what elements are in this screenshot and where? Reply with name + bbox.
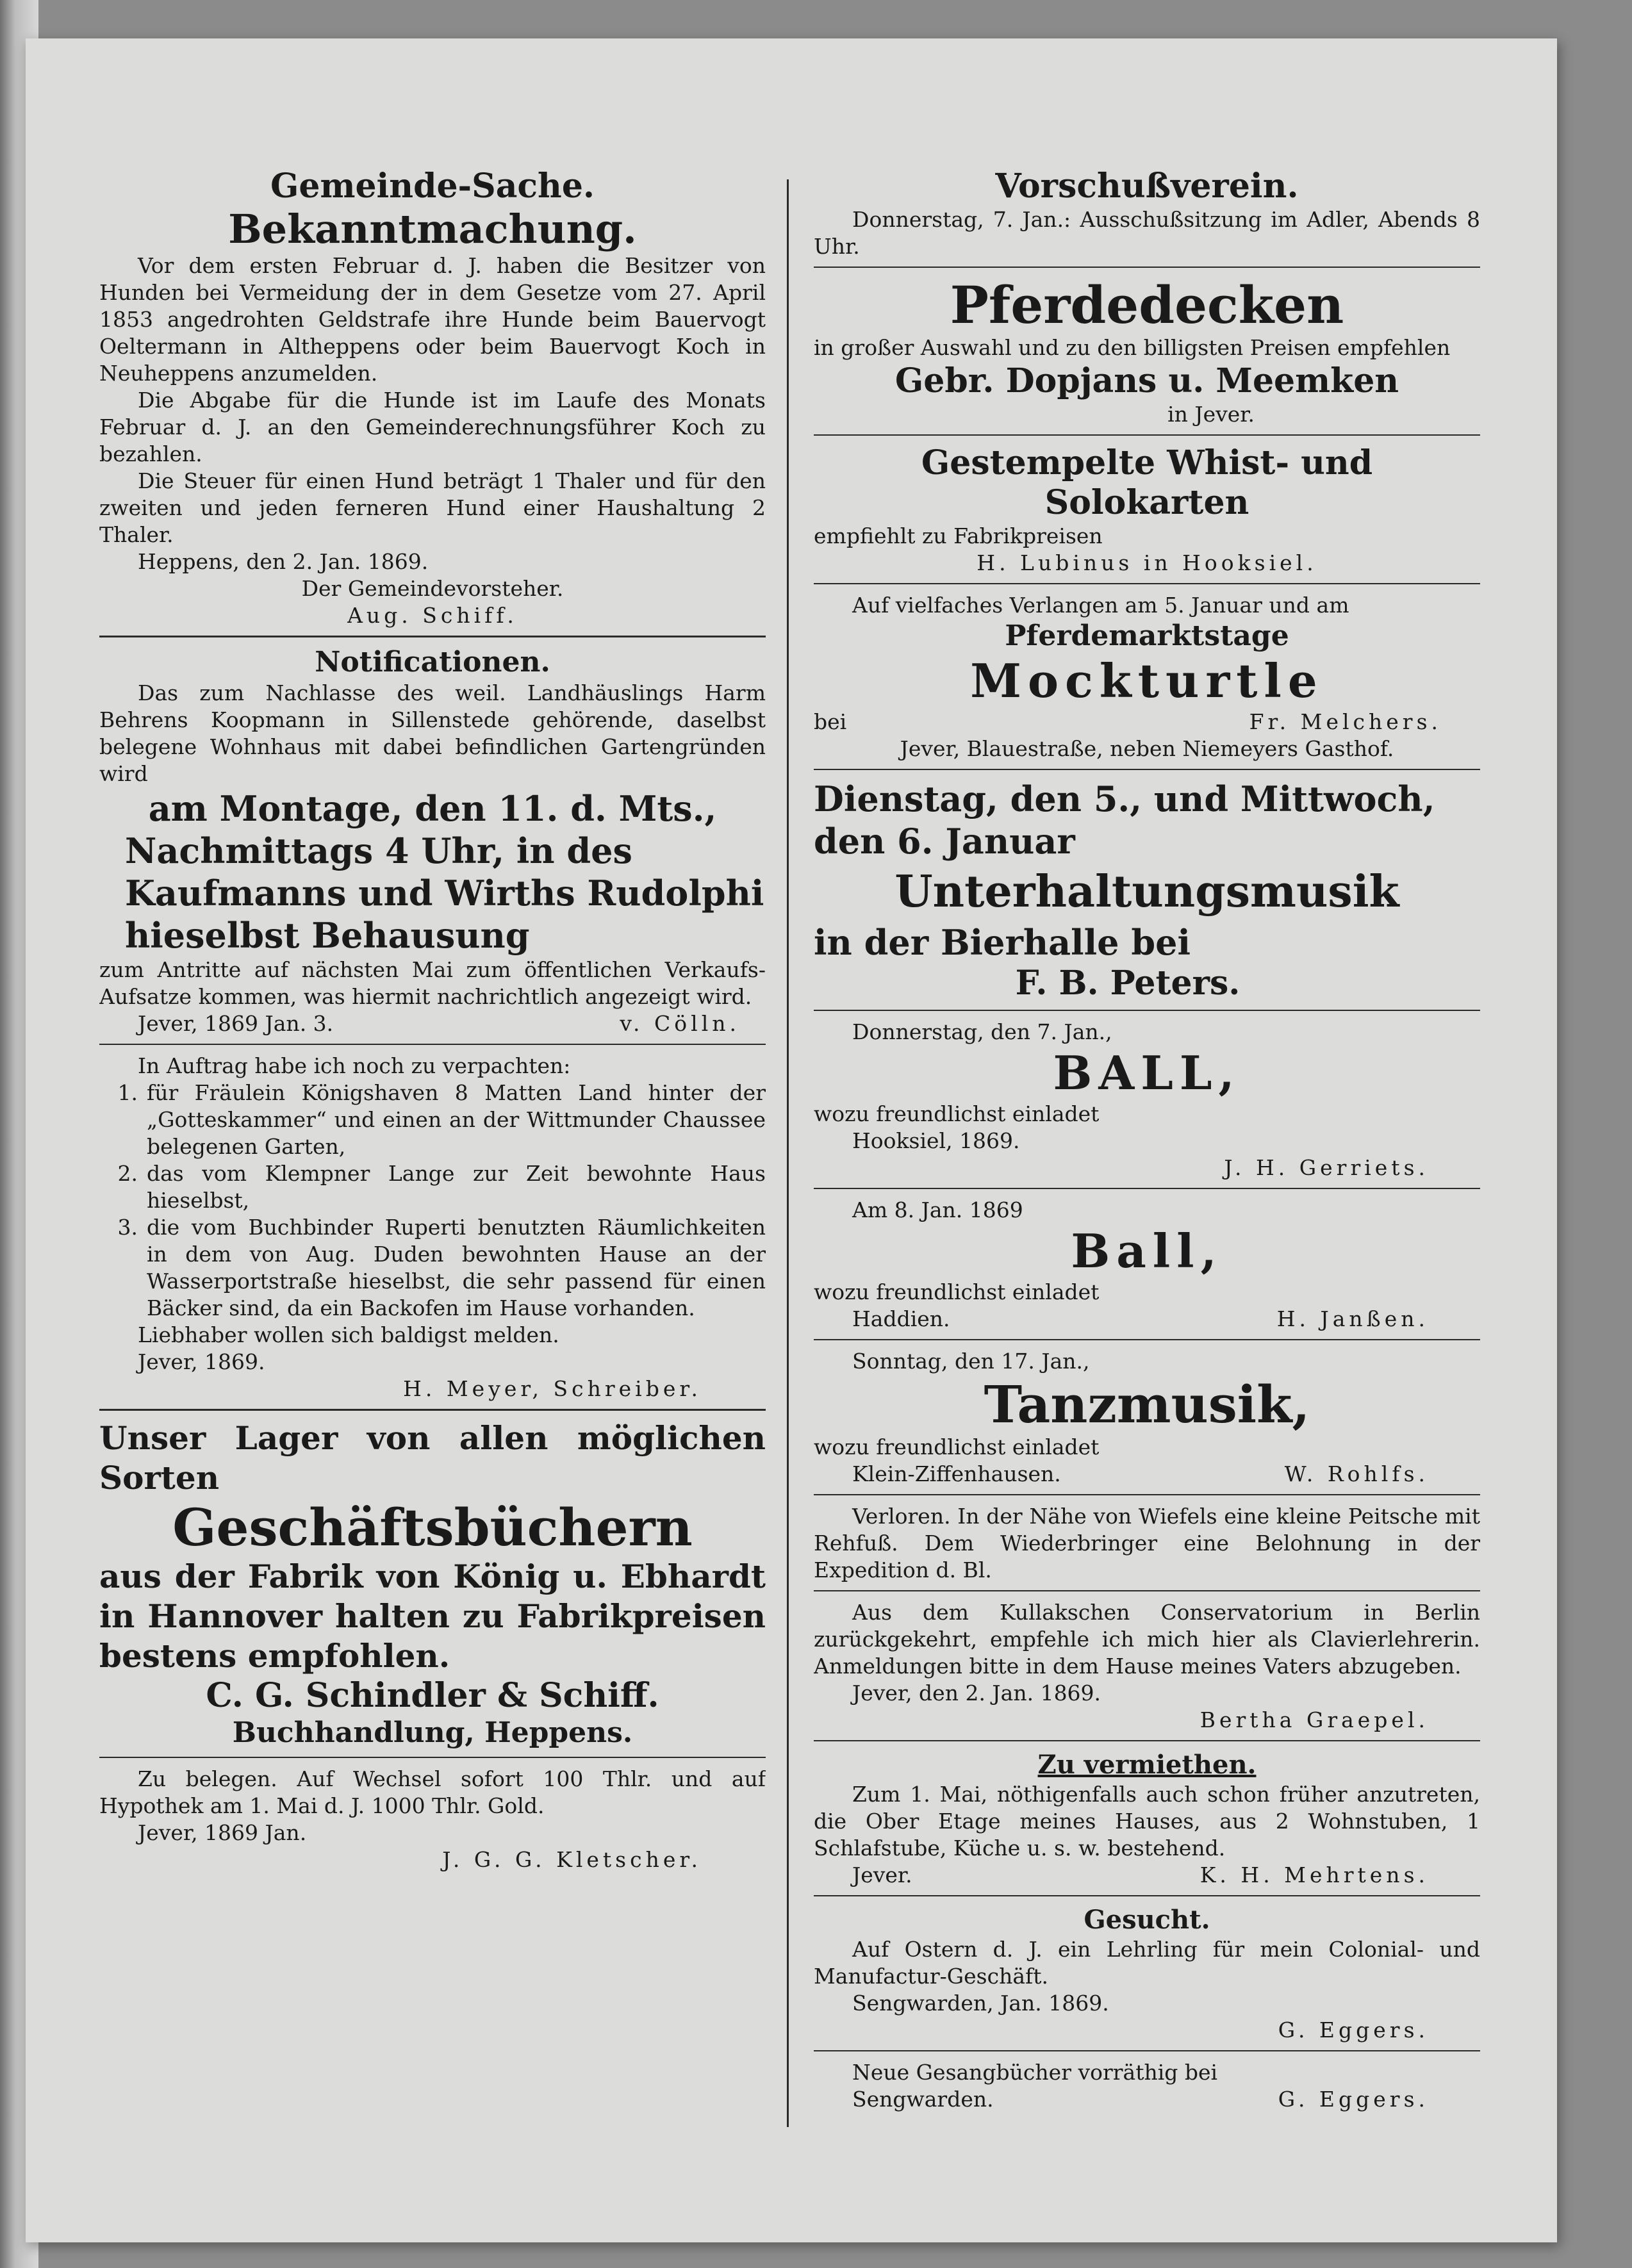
notice-paragraph: Zum 1. Mai, nöthigenfalls auch schon früher anzutreten, die Ober Etage meines Hauses, aus 2 Wohnstuben, 1 Schlafstube, Küche u. s. w. bestehend.	[814, 1782, 1480, 1861]
hymnbook-ad	[814, 2059, 1480, 2113]
ad-place: Sengwarden.	[852, 2087, 994, 2112]
ad-invite: wozu freundlichst einladet	[814, 1279, 1100, 1304]
ad-paragraph: Neue Gesangbücher vorräthig bei	[852, 2060, 1218, 2085]
ad-footer	[814, 1128, 1480, 1155]
divider-rule	[814, 1494, 1480, 1495]
list-text: die vom Buchbinder Ruperti benutzten Räumlichkeiten in dem von Aug. Duden bewohnten Hause an der Wasserportstraße hieselbst, die sehr passend für einen Bäcker sind, da ein Backofen im Hause vorhanden.	[147, 1215, 766, 1320]
notice-footer	[99, 1010, 766, 1037]
ad-invite: wozu freundlichst einladet	[814, 1101, 1100, 1126]
ad-date: Am 8. Jan. 1869	[852, 1197, 1023, 1222]
ad-place: Hooksiel, 1869.	[852, 1128, 1020, 1153]
ad-headline: BALL,	[1053, 1046, 1241, 1100]
ad-headline: Mockturtle	[970, 653, 1324, 708]
ad-paragraph: in großer Auswahl und zu den billigsten Preisen empfehlen	[814, 335, 1451, 360]
ad-signer: J. H. Gerriets.	[1224, 1155, 1429, 1180]
ad-signer: H. Lubinus in Hooksiel.	[977, 550, 1317, 575]
ad-signer: Fr. Melchers.	[1249, 709, 1442, 734]
ad-headline: Pferdedecken	[950, 275, 1344, 335]
divider-rule	[99, 1757, 766, 1758]
notification-notice	[99, 645, 766, 1037]
list-number: 1.	[117, 1080, 138, 1105]
ad-footer	[814, 1461, 1480, 1488]
ball-ad-2	[814, 1197, 1480, 1333]
notice-signer: J. G. G. Kletscher.	[442, 1847, 702, 1872]
notice-place: Jever.	[852, 1862, 912, 1887]
piano-teacher-ad	[814, 1599, 1480, 1734]
divider-rule	[814, 1590, 1480, 1591]
notice-paragraph: zum Antritte auf nächsten Mai zum öffentlichen Verkaufs-Aufsatze kommen, was hiermit nachrichtlich angezeigt wird.	[99, 957, 766, 1009]
ad-headline: Geschäftsbüchern	[172, 1497, 693, 1557]
notice-title: Zu vermiethen.	[1037, 1750, 1257, 1780]
notice-date: Jever, 1869.	[138, 1349, 265, 1374]
ad-headline: Unterhaltungsmusik	[894, 866, 1399, 917]
notice-subtitle: Bekanntmachung.	[228, 206, 637, 252]
notice-paragraph: Verloren. In der Nähe von Wiefels eine kleine Peitsche mit Rehfuß. Dem Wiederbringer eine Belohnung in der Expedition d. Bl.	[814, 1504, 1480, 1582]
ad-place: Haddien.	[852, 1306, 950, 1331]
dance-ad	[814, 1348, 1480, 1488]
ad-signer: Bertha Graepel.	[1199, 1707, 1429, 1732]
lease-notice	[99, 1053, 766, 1402]
ad-signer: G. Eggers.	[1278, 2087, 1429, 2112]
notice-signer: G. Eggers.	[1278, 2017, 1429, 2042]
ad-line: den 6. Januar	[814, 821, 1075, 862]
firm-place: in Jever.	[1167, 402, 1255, 427]
horse-blanket-ad	[814, 275, 1480, 428]
divider-rule	[814, 1188, 1480, 1189]
notice-paragraph: Die Steuer für einen Hund beträgt 1 Thaler und für den zweiten und jeden ferneren Hund einer Haushaltung 2 Thaler.	[99, 468, 766, 547]
newspaper-page	[26, 38, 1557, 2242]
ad-headline: Ball,	[1071, 1224, 1223, 1278]
notice-signer: H. Meyer, Schreiber.	[403, 1376, 702, 1401]
divider-rule	[814, 1895, 1480, 1896]
notice-signer: v. Cölln.	[620, 1011, 740, 1036]
firm-name: C. G. Schindler & Schiff.	[206, 1676, 659, 1715]
loan-notice	[99, 1766, 766, 1873]
vorschuss-notice	[814, 167, 1480, 260]
divider-rule	[99, 1409, 766, 1411]
auction-date: am Montage, den 11. d. Mts.,	[148, 788, 717, 829]
notice-paragraph: Auf Ostern d. J. ein Lehrling für mein Colonial- und Manufactur-Geschäft.	[814, 1937, 1480, 1989]
list-item	[99, 1214, 766, 1322]
ad-headline: Gestempelte Whist- und Solokarten	[921, 443, 1373, 522]
ad-subheadline: Pferdemarktstage	[1005, 620, 1289, 652]
ad-place: Klein-Ziffenhausen.	[852, 1461, 1061, 1486]
column-divider	[787, 179, 789, 2127]
notice-intro: In Auftrag habe ich noch zu verpachten:	[138, 1053, 571, 1078]
notice-title: Gemeinde-Sache.	[270, 167, 595, 206]
firm-name: Gebr. Dopjans u. Meemken	[894, 361, 1399, 400]
notice-title: Vorschußverein.	[995, 167, 1299, 206]
ad-invite: wozu freundlichst einladet	[814, 1434, 1100, 1459]
ad-paragraph: Auf vielfaches Verlangen am 5. Januar und am	[852, 593, 1349, 618]
ad-footer	[814, 2086, 1480, 2113]
divider-rule	[99, 1044, 766, 1045]
notice-date: Heppens, den 2. Jan. 1869.	[138, 549, 429, 574]
ad-line: Unser Lager von allen möglichen Sorten	[99, 1419, 766, 1497]
divider-rule	[99, 636, 766, 637]
gemeinde-notice	[99, 167, 766, 629]
ad-paragraph: empfiehlt zu Fabrikpreisen	[814, 523, 1103, 548]
ad-signer: W. Rohlfs.	[1284, 1461, 1429, 1486]
ad-line: in der Bierhalle bei	[814, 922, 1191, 963]
notice-date: Sengwarden, Jan. 1869.	[852, 1991, 1109, 2016]
list-item	[99, 1080, 766, 1160]
notice-paragraph: Donnerstag, 7. Jan.: Ausschußsitzung im Adler, Abends 8 Uhr.	[814, 207, 1480, 259]
notice-signer: Aug. Schiff.	[347, 603, 518, 628]
divider-rule	[814, 1010, 1480, 1011]
left-column	[99, 167, 766, 1873]
notice-title: Notificationen.	[315, 646, 550, 678]
list-text: das vom Klempner Lange zur Zeit bewohnte Haus hieselbst,	[147, 1161, 766, 1213]
notice-footer	[814, 1862, 1480, 1889]
notice-date: Jever, 1869 Jan.	[138, 1820, 307, 1845]
auction-place: Nachmittags 4 Uhr, in des Kaufmanns und Wirths Rudolphi hieselbst Behausung	[125, 830, 764, 956]
divider-rule	[814, 583, 1480, 584]
notice-title: Gesucht.	[1084, 1905, 1210, 1935]
divider-rule	[814, 2050, 1480, 2051]
firm-place: Buchhandlung, Heppens.	[232, 1716, 633, 1749]
ad-paragraph: Aus dem Kullakschen Conservatorium in Berlin zurückgekehrt, empfehle ich mich hier als Clavierlehrerin. Anmeldungen bitte in dem Hause meines Vaters abzugeben.	[814, 1600, 1480, 1679]
ad-signer: F. B. Peters.	[1015, 964, 1240, 1003]
notice-paragraph: Zu belegen. Auf Wechsel sofort 100 Thlr. und auf Hypothek am 1. Mai d. J. 1000 Thlr. Gold.	[99, 1766, 766, 1818]
ad-place: Jever, Blauestraße, neben Niemeyers Gasthof.	[900, 736, 1394, 761]
ad-line: Dienstag, den 5., und Mittwoch,	[814, 778, 1435, 819]
notice-signer-title: Der Gemeindevorsteher.	[301, 576, 564, 601]
notice-paragraph: Vor dem ersten Februar d. J. haben die Besitzer von Hunden bei Vermeidung der in dem Gesetze vom 27. April 1853 angedrohten Geldstrafe ihre Hunde beim Bauervogt Oeltermann in Altheppens oder beim Bauervogt Koch in Neuheppens anzumelden.	[99, 253, 766, 386]
ad-line: aus der Fabrik von König u. Ebhardt in Hannover halten zu Fabrikpreisen bestens empfohlen.	[99, 1557, 766, 1675]
ad-headline: Tanzmusik,	[984, 1374, 1310, 1434]
music-ad	[814, 778, 1480, 1003]
divider-rule	[814, 1740, 1480, 1741]
divider-rule	[814, 1339, 1480, 1340]
notice-closing: Liebhaber wollen sich baldigst melden.	[138, 1322, 559, 1347]
cards-ad	[814, 443, 1480, 577]
lost-notice	[814, 1503, 1480, 1584]
mockturtle-ad	[814, 592, 1480, 762]
notice-date: Jever, 1869 Jan. 3.	[138, 1011, 334, 1036]
divider-rule	[814, 769, 1480, 770]
list-text: für Fräulein Königshaven 8 Matten Land hinter der „Gotteskammer“ und einen an der Wittmunder Chaussee belegenen Garten,	[147, 1080, 766, 1159]
notice-paragraph: Die Abgabe für die Hunde ist im Laufe des Monats Februar d. J. an den Gemeinderechnungsführer Koch zu bezahlen.	[99, 388, 766, 466]
wanted-notice	[814, 1904, 1480, 2044]
bookstore-ad	[99, 1418, 766, 1750]
right-column	[814, 167, 1480, 2113]
ad-bei: bei	[814, 709, 847, 734]
ad-date: Donnerstag, den 7. Jan.,	[852, 1019, 1112, 1044]
rent-notice	[814, 1749, 1480, 1889]
notice-paragraph: Das zum Nachlasse des weil. Landhäuslings Harm Behrens Koopmann in Sillenstede gehörende, daselbst belegene Wohnhaus mit dabei befindlichen Gartengründen wird	[99, 680, 766, 786]
ad-date: Jever, den 2. Jan. 1869.	[852, 1680, 1101, 1705]
divider-rule	[814, 267, 1480, 268]
notice-signer: K. H. Mehrtens.	[1199, 1862, 1429, 1887]
ad-footer	[814, 1306, 1480, 1333]
ad-date: Sonntag, den 17. Jan.,	[852, 1349, 1090, 1374]
ad-footer	[814, 709, 1480, 735]
ad-signer: H. Janßen.	[1276, 1306, 1429, 1331]
divider-rule	[814, 434, 1480, 436]
list-number: 3.	[117, 1215, 138, 1240]
list-number: 2.	[117, 1161, 138, 1186]
ball-ad-1	[814, 1019, 1480, 1181]
list-item	[99, 1160, 766, 1214]
